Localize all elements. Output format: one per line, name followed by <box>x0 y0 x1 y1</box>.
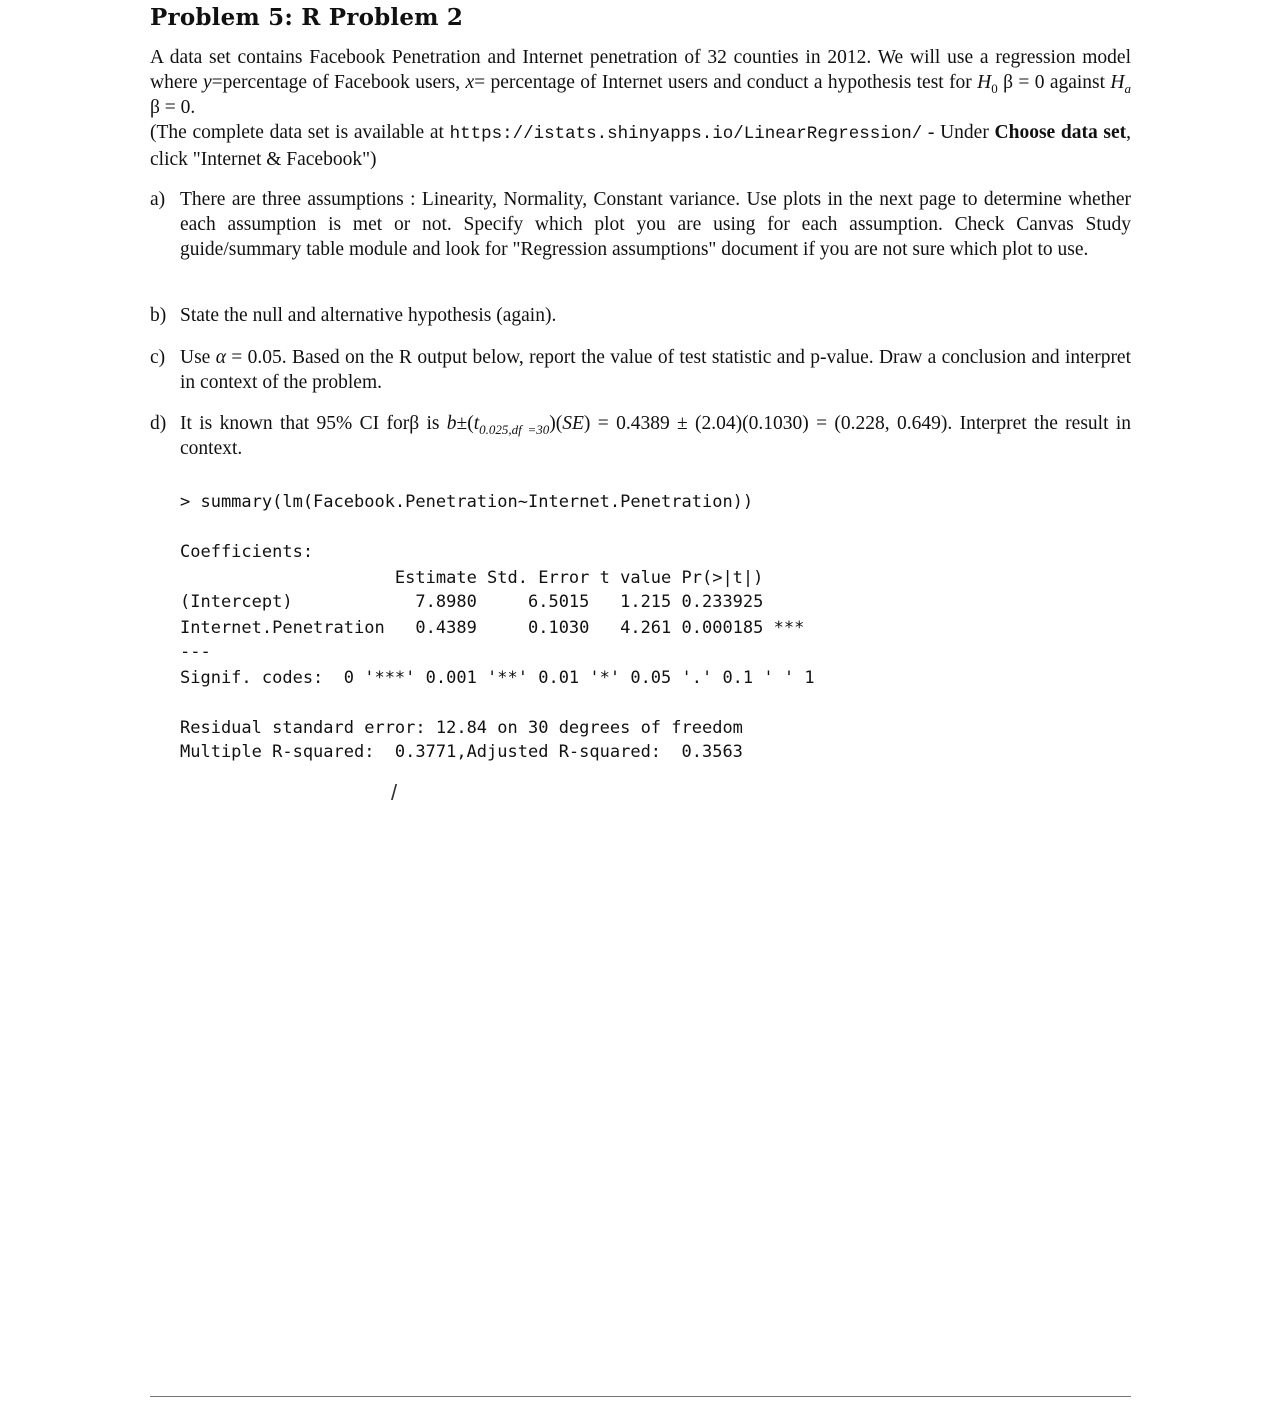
data-url[interactable]: https://istats.shinyapps.io/LinearRegression/ <box>449 124 923 144</box>
question-d-text: It is known that 95% CI forβ is $b\pm(t_{0.025,df =30})(SE) = 0.4389 \pm (2.04)(0.1030) = (0.228$, 0.649). Interpret the result in context. <box>180 413 1131 459</box>
choose-data-set: Choose data set <box>994 122 1127 143</box>
alt-h-sub: a <box>1124 80 1131 96</box>
output-separator: --- <box>180 642 211 662</box>
data-source-text-2: - Under <box>922 122 995 143</box>
var-x: x <box>465 72 475 93</box>
intro-text-2: =percentage of Facebook users, <box>211 72 466 93</box>
question-c <box>150 345 1131 395</box>
signif-codes: Signif. codes: 0 '***' 0.001 '**' 0.01 '*' 0.05 '.' 0.1 ' ' 1 <box>180 668 815 688</box>
page-bottom-rule <box>150 1396 1131 1397</box>
null-h-sub: 0 <box>991 80 998 96</box>
question-a-text: There are three assumptions : Linearity, Normality, Constant variance. Use plots in the next page to determine whether each assumption is met or not. Specify which plot you are using for each assumption. Check Canvas Study guide/summary table module and look for "Regression assumptions" document if you are not sure which plot to use. <box>180 189 1131 260</box>
question-c-label: c) <box>150 347 166 368</box>
data-source-text-3: , click "Internet & Facebook") <box>150 122 1132 170</box>
alt-h-rest: β = 0. <box>150 97 196 118</box>
coef-table-header: Estimate Std. Error t value Pr(>|t|) <box>180 568 764 588</box>
question-c-text: Use α = 0.05. Based on the R output below, report the value of test statistic and p-value. Draw a conclusion and interpret in context of the problem. <box>180 347 1132 393</box>
alpha-symbol: α <box>215 347 226 368</box>
question-d-label: d) <box>150 413 167 434</box>
r-squared: Multiple R-squared: 0.3771,Adjusted R-squared: 0.3563 <box>180 742 743 762</box>
question-a <box>150 187 1131 262</box>
stray-slash-mark: / <box>391 780 398 805</box>
residual-se: Residual standard error: 12.84 on 30 degrees of freedom <box>180 718 743 738</box>
intro-paragraph <box>150 45 1131 172</box>
data-source-text: (The complete data set is available at <box>150 122 450 143</box>
problem-title: Problem 5: R Problem 2 <box>150 4 464 31</box>
coef-row-internet: Internet.Penetration 0.4389 0.1030 4.261 0.000185 *** <box>180 618 805 638</box>
coefficients-title: Coefficients: <box>180 542 314 562</box>
alt-h: H <box>1110 72 1125 93</box>
coef-row-intercept: (Intercept) 7.8980 6.5015 1.215 0.233925 <box>180 592 764 612</box>
question-b-label: b) <box>150 305 167 326</box>
r-command: > summary(lm(Facebook.Penetration~Internet.Penetration)) <box>180 492 754 512</box>
question-b-text: State the null and alternative hypothesis (again). <box>180 305 557 326</box>
question-b <box>150 303 1131 328</box>
intro-text-1: A data set contains Facebook Penetration and Internet penetration of 32 counties in 2012. We will use a regression model where <box>150 47 1131 93</box>
intro-text-3: = percentage of Internet users and conduct a hypothesis test for <box>474 72 978 93</box>
question-a-label: a) <box>150 189 166 210</box>
question-d <box>150 411 1131 461</box>
var-y: y <box>203 72 212 93</box>
null-h: H <box>977 72 992 93</box>
null-h-rest: β = 0 against <box>997 72 1111 93</box>
